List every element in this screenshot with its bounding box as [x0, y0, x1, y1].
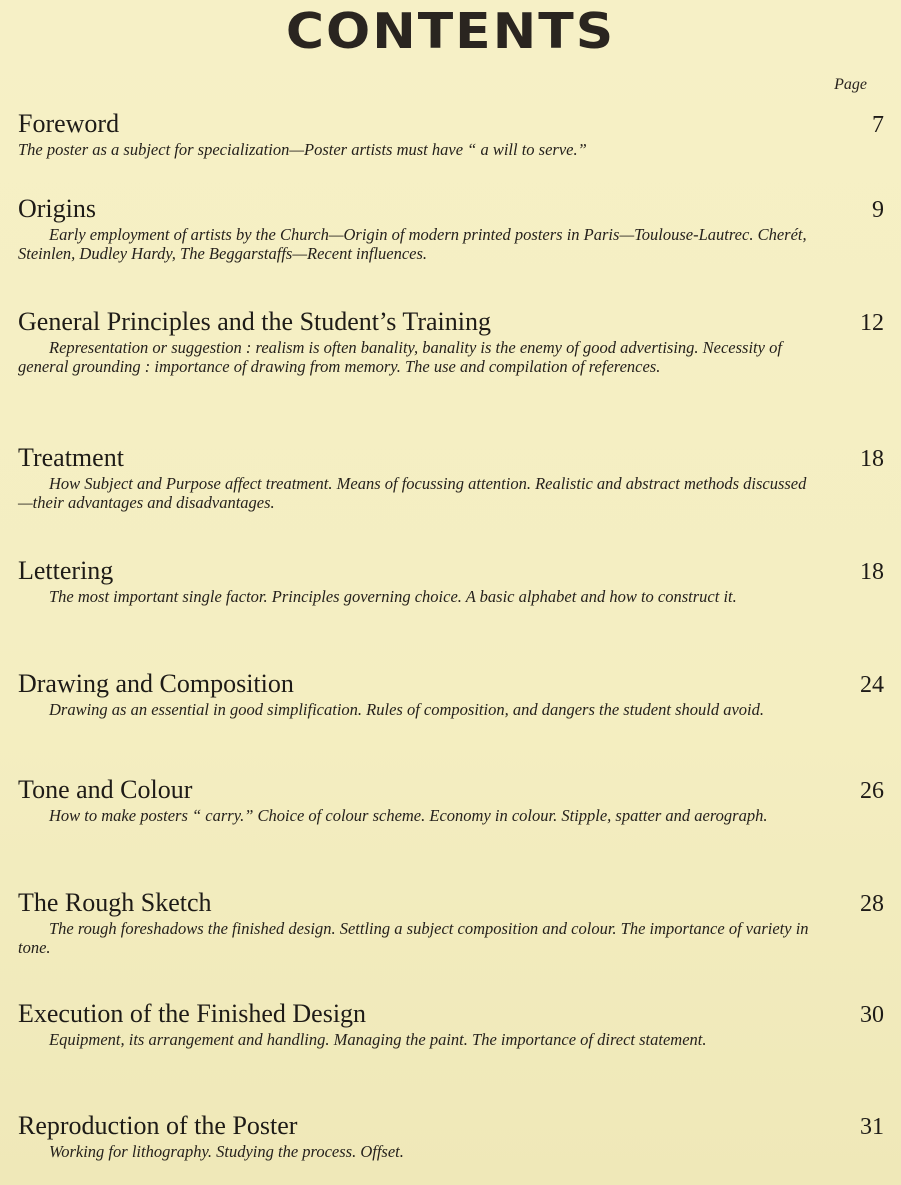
entry-description: The poster as a subject for specialization—Poster artists must have “ a will to serve.” [18, 140, 587, 159]
entry-page-number: 9 [872, 197, 884, 223]
entry-description: Equipment, its arrangement and handling. Managing the paint. The importance of direct statement. [49, 1030, 707, 1049]
entry-title: Origins [18, 194, 96, 223]
entry-description: How to make posters “ carry.” Choice of colour scheme. Economy in colour. Stipple, spatter and aerograph. [49, 806, 768, 825]
entry-title: Lettering [18, 556, 114, 585]
entry-page-number: 26 [860, 778, 884, 804]
toc-entry-origins [18, 193, 884, 263]
entry-title: Foreword [18, 109, 120, 138]
entry-title: Execution of the Finished Design [18, 999, 367, 1028]
toc-entry-general-principles [18, 306, 884, 376]
entry-description: Drawing as an essential in good simplification. Rules of composition, and dangers the student should avoid. [49, 700, 764, 719]
entry-title: Treatment [18, 443, 124, 472]
entry-title: Reproduction of the Poster [18, 1111, 298, 1140]
page-column-label: Page [834, 76, 867, 93]
toc-entry-reproduction [18, 1110, 884, 1161]
entry-description: How Subject and Purpose affect treatment. Means of focussing attention. Realistic and abstract methods discussed—their advantages and disadvantages. [18, 474, 807, 512]
entry-description: The rough foreshadows the finished design. Settling a subject composition and colour. The importance of variety in tone. [18, 919, 809, 957]
entry-page-number: 28 [860, 891, 884, 917]
toc-entry-drawing-composition [18, 668, 884, 719]
toc-entry-tone-colour [18, 774, 884, 825]
toc-entry-foreword [18, 108, 884, 159]
entry-description: The most important single factor. Principles governing choice. A basic alphabet and how to construct it. [49, 587, 737, 606]
toc-entry-rough-sketch [18, 887, 884, 957]
entry-page-number: 24 [860, 672, 884, 698]
entry-page-number: 18 [860, 559, 884, 585]
entry-page-number: 31 [860, 1114, 884, 1140]
entry-title: General Principles and the Student’s Training [18, 307, 492, 336]
toc-entry-treatment [18, 442, 884, 512]
toc-entry-lettering [18, 555, 884, 606]
entry-title: Tone and Colour [18, 775, 193, 804]
toc-entry-execution [18, 998, 884, 1049]
entry-page-number: 18 [860, 446, 884, 472]
entry-description: Working for lithography. Studying the process. Offset. [49, 1142, 404, 1161]
entry-title: The Rough Sketch [18, 888, 212, 917]
entry-title: Drawing and Composition [18, 669, 294, 698]
entry-page-number: 12 [860, 310, 884, 336]
entry-page-number: 30 [860, 1002, 884, 1028]
entry-description: Representation or suggestion : realism is often banality, banality is the enemy of good advertising. Necessity of general grounding : importance of drawing from memory. The use and compilation of references. [18, 338, 782, 376]
entry-description: Early employment of artists by the Church—Origin of modern printed posters in Paris—Toulouse-Lautrec. Cherét, Steinlen, Dudley Hardy, The Beggarstaffs—Recent influences. [18, 225, 807, 263]
entry-page-number: 7 [872, 112, 884, 138]
page-title: CONTENTS [285, 3, 616, 61]
